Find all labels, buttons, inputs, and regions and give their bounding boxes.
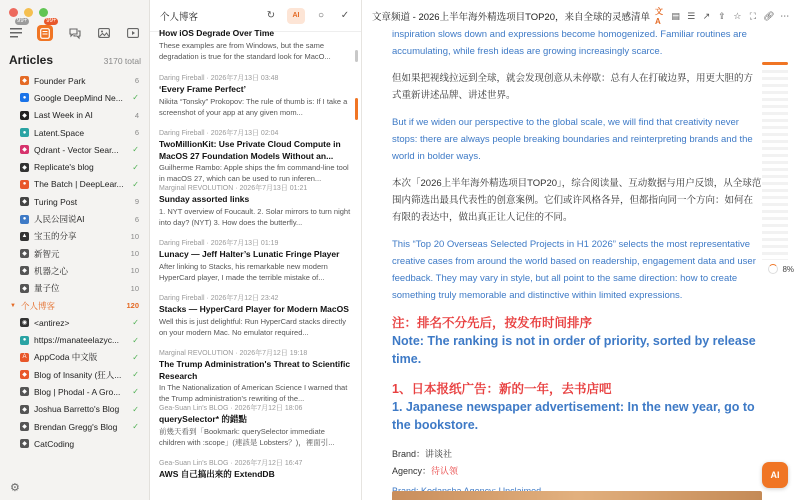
- article-meta: Gea-Suan Lin's BLOG · 2026年7月12日 16:47: [159, 460, 303, 467]
- feed-unread-count: ✓: [132, 404, 139, 414]
- open-in-browser-icon[interactable]: ↗: [702, 10, 711, 21]
- feed-favicon-icon: ◆: [20, 163, 29, 172]
- translate-button[interactable]: 文A: [655, 7, 664, 26]
- sidebar-feed-item[interactable]: [0, 366, 149, 383]
- feed-name: 新智元: [34, 248, 60, 259]
- article-title: Sunday assorted links: [159, 194, 250, 204]
- feed-favicon-icon: ●: [20, 93, 29, 102]
- sidebar-feed-item[interactable]: [0, 383, 149, 400]
- feed-unread-count: 4: [134, 110, 139, 120]
- minimize-window-button[interactable]: [24, 8, 33, 17]
- feed-name: Blog of Insanity (狂人...: [34, 369, 122, 380]
- folder-name: 个人博客: [20, 300, 55, 311]
- unread-badge: 99+: [46, 18, 57, 24]
- unread-articles-icon[interactable]: [37, 18, 57, 41]
- feed-name: Blog | Phodal - A Gro...: [34, 386, 121, 397]
- refresh-icon[interactable]: ↻: [266, 10, 276, 21]
- article-content: [392, 29, 762, 500]
- article-title: Stacks — HyperCard Player for Modern MacOS: [159, 304, 349, 314]
- feed-unread-count: 6: [134, 214, 139, 224]
- feed-unread-count: ✓: [132, 387, 139, 397]
- article-list-title: 个人博客: [160, 11, 199, 23]
- feed-name: Turing Post: [34, 196, 78, 207]
- zoom-window-button[interactable]: [39, 8, 48, 17]
- feed-unread-count: ✓: [132, 422, 139, 432]
- feed-unread-count: 10: [130, 249, 139, 259]
- article-list: [150, 28, 361, 500]
- total-count: 3170 total: [103, 56, 141, 66]
- list-scrollbar[interactable]: [355, 50, 358, 62]
- feed-favicon-icon: ●: [20, 215, 29, 224]
- reader-title: 文章频道 - 2026上半年海外精选项目TOP20，来自全球的灵感清单: [372, 12, 651, 23]
- feed-name: Google DeepMind Ne...: [34, 92, 123, 103]
- section-heading-en: 1. Japanese newspaper advertisement: In the new year, go to the bookstore.: [392, 400, 755, 432]
- feed-unread-count: 6: [134, 128, 139, 138]
- sidebar-folder[interactable]: [0, 297, 149, 314]
- brand-label: Brand：: [392, 449, 426, 459]
- feed-name: The Batch | DeepLear...: [34, 179, 124, 190]
- feed-unread-count: ✓: [132, 370, 139, 380]
- feed-name: Replicate's blog: [34, 162, 94, 173]
- sidebar-feed-item[interactable]: [0, 262, 149, 279]
- feed-favicon-icon: ●: [20, 128, 29, 137]
- feed-unread-count: 10: [130, 231, 139, 241]
- feed-unread-count: 10: [130, 283, 139, 293]
- article-title: AWS 自己搞出來的 ExtendDB: [159, 469, 275, 479]
- article-meta: Daring Fireball · 2026年7月13日 02:04: [159, 130, 279, 137]
- link-icon[interactable]: 🔗︎: [763, 10, 775, 21]
- article-title: How iOS Degrade Over Time: [159, 28, 275, 38]
- reading-progress: [768, 264, 794, 274]
- article-summary: Nikita “Tonsky” Prokopov: The rule of thumb is: If I take a screenshot of your app at any given mom...: [159, 96, 348, 117]
- paragraph-translation: inspiration slows down and expressions become homogenized. Familiar routines are accumulating, while fresh ideas are growing increasingly scarce.: [392, 29, 747, 57]
- settings-icon[interactable]: ⚙: [10, 482, 20, 494]
- fullscreen-icon[interactable]: ⛶: [749, 10, 757, 21]
- sidebar-feed-item[interactable]: [0, 401, 149, 418]
- article-list-item[interactable]: [150, 345, 361, 403]
- sidebar-feed-item[interactable]: [0, 210, 149, 227]
- feed-favicon-icon: ◆: [20, 145, 29, 154]
- article-title: TwoMillionKit: Use Private Cloud Compute in MacOS 27 Foundation Models Without an...: [159, 139, 341, 161]
- feed-favicon-icon: ●: [20, 336, 29, 345]
- article-list-item[interactable]: [150, 125, 361, 183]
- feed-name: Founder Park: [34, 75, 86, 86]
- folder-unread-count: 120: [126, 301, 139, 310]
- progress-ring-icon: [768, 264, 778, 274]
- more-icon[interactable]: ⋯: [780, 10, 790, 21]
- feed-unread-count: ✓: [132, 162, 139, 172]
- reading-minimap[interactable]: [762, 70, 788, 260]
- feed-name: 人民公园说AI: [34, 214, 85, 225]
- sidebar-feed-item[interactable]: [0, 280, 149, 297]
- article-list-item[interactable]: [150, 290, 361, 345]
- feed-favicon-icon: ◆: [20, 405, 29, 414]
- feed-favicon-icon: ◆: [20, 370, 29, 379]
- feed-name: 宝玉的分享: [34, 231, 77, 242]
- feed-unread-count: ✓: [132, 335, 139, 345]
- paragraph-original: 本次「2026上半年海外精选项目TOP20」，综合阅读量、互动数据与用户反馈，从全球范围内筛选出最具代表性的创意案例。它们或许风格各异，但都指向同一个方向：如何在有限的表达中，做出真正让人记住的不同。: [392, 178, 762, 223]
- all-articles-icon[interactable]: [8, 18, 28, 41]
- progress-percent: 8%: [782, 264, 794, 274]
- paragraph-translation: This “Top 20 Overseas Selected Projects in H1 2026” selects the most representative creative cases from around the world based on readership, engagement data and user feedback. They may vary in style, but all point to the same direction: how to create something truly memorable and distinctive within limited expressions.: [392, 239, 756, 301]
- feed-unread-count: ✓: [132, 179, 139, 189]
- feed-name: https://manateelazyc...: [34, 335, 120, 346]
- article-list-item[interactable]: [150, 28, 361, 70]
- feed-name: 机器之心: [34, 265, 69, 276]
- star-icon[interactable]: ☆: [733, 10, 742, 21]
- sidebar-feed-item[interactable]: [0, 228, 149, 245]
- mark-all-read-icon[interactable]: ✓: [340, 10, 350, 21]
- feed-favicon-icon: ▲: [21, 233, 28, 240]
- article-summary: Guilherme Rambo: Apple ships the fm command-line tool in macOS 27, which can be used to run inferen...: [159, 163, 349, 183]
- feed-name: Joshua Barretto's Blog: [34, 404, 120, 415]
- article-list-pane: [150, 0, 362, 500]
- reading-progress-marker: [762, 62, 788, 65]
- article-meta: Marginal REVOLUTION · 2026年7月12日 19:18: [159, 350, 308, 357]
- article-list-item[interactable]: [150, 235, 361, 290]
- feed-name: CatCoding: [34, 438, 75, 449]
- article-list-item[interactable]: [150, 180, 361, 235]
- feed-favicon-icon: ◆: [20, 249, 29, 258]
- sidebar-feed-item[interactable]: [0, 418, 149, 435]
- sidebar-feed-item[interactable]: [0, 141, 149, 158]
- article-paragraphs: [392, 26, 762, 304]
- note-heading-zh: 注：排名不分先后，按发布时间排序: [392, 316, 593, 330]
- sidebar-feed-item[interactable]: [0, 176, 149, 193]
- paragraph-translation: But if we widen our perspective to the global scale, we will find that creativity never stops: there are always people breaking boundaries and reinterpreting brands and the world in bolder ways.: [392, 117, 753, 162]
- feed-list: [0, 72, 149, 478]
- sidebar-header: [9, 53, 141, 67]
- article-title: The Trump Administration's Threat to Scientific Research: [159, 359, 351, 381]
- feed-favicon-icon: ◆: [20, 284, 29, 293]
- article-meta: Daring Fireball · 2026年7月12日 23:42: [159, 295, 279, 302]
- feed-unread-count: 10: [130, 266, 139, 276]
- sidebar-feed-item[interactable]: [0, 72, 149, 89]
- pictures-icon[interactable]: [96, 25, 112, 41]
- feed-name: <antirez>: [34, 317, 70, 328]
- feed-unread-count: ✓: [132, 318, 139, 328]
- sidebar-feed-item[interactable]: [0, 107, 149, 124]
- feed-unread-count: 9: [134, 197, 139, 207]
- sidebar-feed-item[interactable]: [0, 124, 149, 141]
- all-badge: 99+: [17, 18, 28, 24]
- sidebar-feed-item[interactable]: [0, 331, 149, 348]
- sidebar-feed-item[interactable]: [0, 193, 149, 210]
- sidebar-feed-item[interactable]: [0, 158, 149, 175]
- feed-name: Qdrant - Vector Sear...: [34, 144, 119, 155]
- share-icon[interactable]: ⇪: [718, 10, 726, 21]
- feed-favicon-icon: ◆: [20, 387, 29, 396]
- feed-name: Latent.Space: [34, 127, 85, 138]
- article-image: [392, 491, 762, 500]
- feed-favicon-icon: ●: [20, 180, 29, 189]
- article-title: querySelector* 的錯點: [159, 414, 247, 424]
- reader-view-icon[interactable]: ▤: [671, 10, 680, 21]
- brand-line: [392, 446, 762, 463]
- feed-name: Brendan Gregg's Blog: [34, 421, 118, 432]
- agency-label: Agency：: [392, 466, 432, 476]
- article-list-item[interactable]: [150, 455, 361, 495]
- feed-favicon-icon: ◉: [21, 320, 28, 327]
- article-summary: After linking to Stacks, his remarkable new modern HyperCard player, I made the terrible mistake of...: [159, 261, 328, 282]
- article-list-item[interactable]: [150, 70, 361, 125]
- feed-unread-count: 6: [134, 76, 139, 86]
- note-heading-en: Note: The ranking is not in order of priority, sorted by release time.: [392, 334, 756, 366]
- videos-icon[interactable]: [125, 25, 141, 41]
- unread-filter-icon[interactable]: ○: [317, 10, 325, 21]
- feed-favicon-icon: ◆: [20, 111, 29, 120]
- feed-favicon-icon: ◆: [20, 439, 29, 448]
- article-meta: Gea-Suan Lin's BLOG · 2026年7月12日 18:06: [159, 405, 303, 412]
- feed-favicon-icon: ◆: [20, 76, 29, 85]
- sidebar-feed-item[interactable]: [0, 89, 149, 106]
- window-controls: [9, 8, 48, 17]
- article-summary: 前幾天看到「Bookmark: querySelector immediate children with :scope」(連該是 Lobsters？)，裡面引...: [159, 426, 335, 447]
- paragraph-original: 但如果把视线拉远到全球，就会发现创意从未停歇：总有人在打破边界，用更大胆的方式重新讲述品牌、讲述世界。: [392, 73, 754, 101]
- article-meta: Daring Fireball · 2026年7月13日 03:48: [159, 75, 279, 82]
- ai-assistant-button[interactable]: AI: [762, 462, 788, 488]
- article-title: Lunacy — Jeff Halter’s Lunatic Fringe Player: [159, 249, 340, 259]
- sidebar-feed-item[interactable]: [0, 435, 149, 452]
- close-window-button[interactable]: [9, 8, 18, 17]
- feed-favicon-icon: ◆: [20, 422, 29, 431]
- agency-line: [392, 463, 762, 480]
- feed-unread-count: ✓: [132, 145, 139, 155]
- sidebar: [0, 0, 150, 500]
- feed-favicon-icon: ◆: [20, 266, 29, 275]
- sidebar-feed-item[interactable]: [0, 314, 149, 331]
- feed-unread-count: ✓: [132, 352, 139, 362]
- reader-pane: [362, 0, 800, 500]
- feed-name: 量子位: [34, 283, 60, 294]
- article-summary: 1. NYT overview of Foucault. 2. Solar mirrors to turn night into day? (NYT) 3. How does the butterfly...: [159, 206, 351, 227]
- summary-icon[interactable]: ☰: [687, 10, 696, 21]
- agency-value: 待认领: [431, 466, 459, 476]
- sidebar-feed-item[interactable]: [0, 349, 149, 366]
- feed-favicon-icon: ◆: [20, 197, 29, 206]
- sidebar-title: Articles: [9, 53, 54, 67]
- article-summary: In The Nationalization of American Science I warned that the Trump administration's rewriting of the...: [159, 383, 348, 403]
- brand-value: 讲谈社: [425, 449, 453, 459]
- chevron-down-icon[interactable]: ▼: [10, 302, 16, 309]
- feed-favicon-icon: A: [20, 353, 29, 362]
- view-switcher: [8, 18, 141, 42]
- feed-name: AppCoda 中文版: [34, 352, 98, 363]
- ai-summary-button[interactable]: AI: [287, 8, 305, 24]
- article-meta: Marginal REVOLUTION · 2026年7月13日 01:21: [159, 185, 308, 192]
- article-list-item[interactable]: [150, 400, 361, 455]
- sidebar-feed-item[interactable]: [0, 245, 149, 262]
- list-scroll-marker: [355, 98, 358, 120]
- article-title: ‘Every Frame Perfect’: [159, 84, 246, 94]
- feed-unread-count: ✓: [132, 93, 139, 103]
- feed-name: Last Week in AI: [34, 110, 93, 121]
- article-summary: Well this is just delightful: Run HyperCard stacks directly on your modern Mac. No emulator required...: [159, 316, 347, 337]
- article-summary: These examples are from Windows, but the same degradation is true for the standard look for MacO...: [159, 40, 331, 61]
- social-icon[interactable]: [67, 25, 83, 41]
- article-meta: Daring Fireball · 2026年7月13日 01:19: [159, 240, 279, 247]
- section-heading-zh: 1、日本报纸广告：新的一年，去书店吧: [392, 382, 612, 396]
